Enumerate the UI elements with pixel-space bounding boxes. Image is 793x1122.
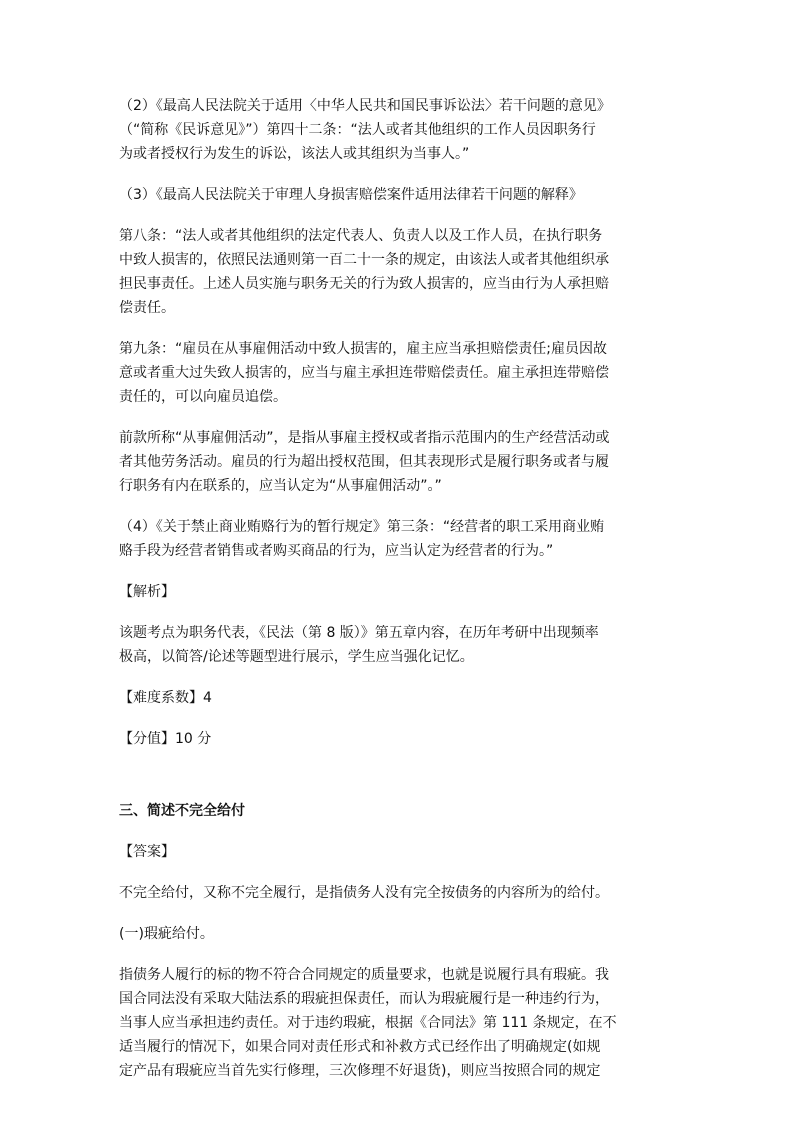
paragraph-commercial-bribery [119,515,675,563]
text-line: 责任的，可以向雇员追偿。 [119,389,287,405]
paragraph-employment-activity [119,426,675,498]
document-page [119,94,675,1083]
spacer [119,166,675,183]
difficulty-label [119,686,675,710]
spacer [119,823,675,840]
text-line: 国合同法没有采取大陆法系的瑕疵担保责任，而认为瑕疵履行是一种违约行为， [119,991,609,1007]
text-line: 【答案】 [119,844,175,860]
text-line: 极高，以简答/论述等题型进行展示，学生应当强化记忆。 [119,649,474,665]
score-label [119,727,675,751]
text-line: 为或者授权行为发生的诉讼，该法人或其组织为当事人。” [119,146,470,162]
text-line: 赂手段为经营者销售或者购买商品的行为，应当认定为经营者的行为。” [119,543,554,559]
spacer [119,710,675,727]
paragraph-personal-injury-interpretation [119,183,675,207]
paragraph-civil-procedure-opinion [119,94,675,166]
text-line: 【分值】10 分 [119,731,212,747]
spacer [119,905,675,922]
text-line: 适当履行的情况下，如果合同对责任形式和补救方式已经作出了明确规定(如规 [119,1039,601,1055]
text-line: 三、简述不完全给付 [119,803,245,819]
text-line: 定产品有瑕疵应当首先实行修理，三次修理不好退货)，则应当按照合同的规定 [119,1063,601,1079]
paragraph-defective-performance [119,963,675,1083]
text-line: (一)瑕疵给付。 [119,926,214,942]
text-line: 者其他劳务活动。雇员的行为超出授权范围，但其表现形式是履行职务或者与履 [119,454,609,470]
paragraph-definition [119,881,675,905]
text-line: 指债务人履行的标的物不符合合同规定的质量要求，也就是说履行具有瑕疵。我 [119,967,609,983]
analysis-label [119,580,675,604]
subheading-defective-performance [119,922,675,946]
text-line: 担民事责任。上述人员实施与职务无关的行为致人损害的，应当由行为人承担赔 [119,276,609,292]
text-line: 行职务有内在联系的，应当认定为“从事雇佣活动”。” [119,478,442,494]
paragraph-analysis [119,621,675,669]
text-line: 【解析】 [119,584,175,600]
section-heading [119,799,675,823]
text-line: 该题考点为职务代表，《民法（第 8 版）》第五章内容，在历年考研中出现频率 [119,625,599,641]
text-line: （4）《关于禁止商业贿赂行为的暂行规定》第三条：“经营者的职工采用商业贿 [119,519,605,535]
text-line: 意或者重大过失致人损害的，应当与雇主承担连带赔偿责任。雇主承担连带赔偿 [119,365,609,381]
text-line: 前款所称“从事雇佣活动”，是指从事雇主授权或者指示范围内的生产经营活动或 [119,430,610,446]
text-line: 当事人应当承担违约责任。对于违约瑕疵，根据《合同法》第 111 条规定，在不 [119,1015,617,1031]
spacer [119,409,675,426]
text-line: （3）《最高人民法院关于审理人身损害赔偿案件适用法律若干问题的解释》 [119,187,583,203]
text-line: 第九条：“雇员在从事雇佣活动中致人损害的，雇主应当承担赔偿责任;雇员因故 [119,341,607,357]
text-line: 第八条：“法人或者其他组织的法定代表人、负责人以及工作人员，在执行职务 [119,228,603,244]
text-line: （“简称《民诉意见》”）第四十二条：“法人或者其他组织的工作人员因职务行 [119,122,596,138]
text-line: 偿责任。 [119,300,175,316]
spacer [119,946,675,963]
text-line: 【难度系数】4 [119,690,212,706]
answer-label [119,840,675,864]
paragraph-article-nine [119,337,675,409]
spacer [119,563,675,580]
spacer [119,604,675,621]
spacer [119,498,675,515]
text-line: 不完全给付，又称不完全履行，是指债务人没有完全按债务的内容所为的给付。 [119,885,609,901]
spacer [119,864,675,881]
spacer [119,320,675,337]
spacer [119,207,675,224]
text-line: 中致人损害的，依照民法通则第一百二十一条的规定，由该法人或者其他组织承 [119,252,609,268]
text-line: （2）《最高人民法院关于适用〈中华人民共和国民事诉讼法〉若干问题的意见》 [119,98,611,114]
spacer [119,669,675,686]
spacer [119,751,675,799]
paragraph-article-eight [119,224,675,320]
